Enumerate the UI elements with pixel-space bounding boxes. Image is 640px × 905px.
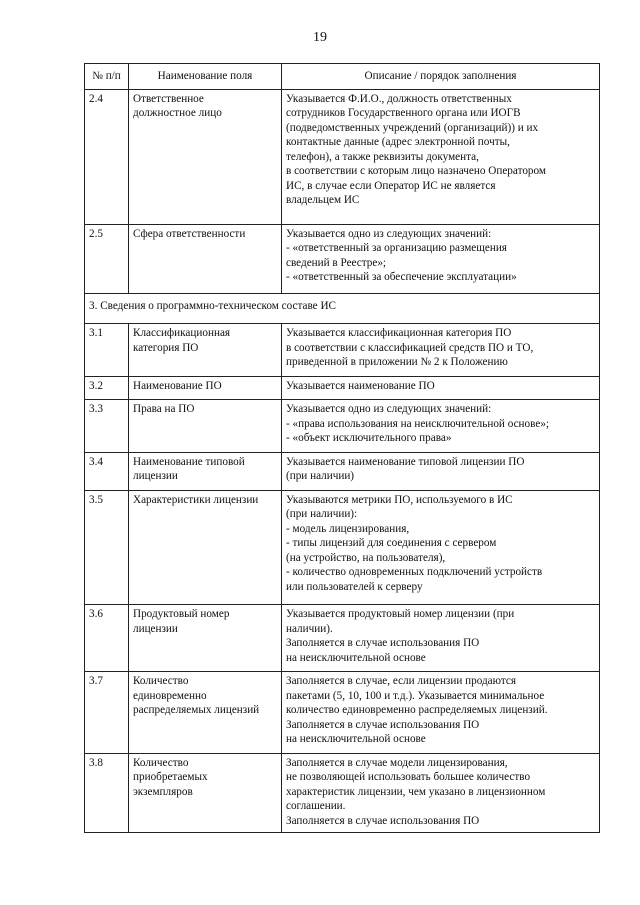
header-field-name: Наименование поля — [129, 64, 282, 90]
field-description — [282, 605, 600, 672]
description-line: соглашении. — [286, 800, 346, 812]
row-number: 2.4 — [85, 89, 129, 224]
field-name-line: Наименование типовой — [133, 455, 245, 468]
field-name-line: должностное лицо — [133, 107, 222, 119]
description-line: не позволяющей использовать большее количество — [286, 771, 531, 783]
description-line: в соответствии с которым лицо назначено Оператором — [286, 165, 546, 177]
field-description — [282, 324, 600, 377]
description-line: сведений в Реестре»; — [286, 256, 387, 269]
field-name — [129, 89, 282, 224]
description-line: Указывается классификационная категория ПО — [286, 327, 512, 339]
field-name — [129, 490, 282, 605]
field-description — [282, 376, 600, 400]
field-description — [282, 89, 600, 224]
description-line: пакетами (5, 10, 100 и т.д.). Указывается минимальное — [286, 689, 545, 702]
field-name-line: Права на ПО — [133, 403, 195, 415]
description-line: Указывается Ф.И.О., должность ответственных — [286, 92, 512, 105]
description-line: (подведомственных учреждений (организаций)) и их — [286, 121, 539, 134]
description-line: контактные данные (адрес электронной почты, — [286, 136, 510, 148]
row-number: 3.3 — [85, 400, 129, 453]
field-description — [282, 400, 600, 453]
row-number: 3.8 — [85, 753, 129, 833]
header-row — [85, 64, 600, 90]
description-line: - «права использования на неисключительной основе»; — [286, 417, 550, 430]
description-line: Указываются метрики ПО, используемого в ИС — [286, 493, 513, 506]
description-line: - «ответственный за организацию размещения — [286, 242, 507, 254]
description-line: Заполняется в случае, если лицензии продаются — [286, 675, 516, 687]
field-name-line: Сфера ответственности — [133, 227, 246, 240]
header-description: Описание / порядок заполнения — [282, 64, 600, 90]
description-line: Заполняется в случае использования ПО — [286, 637, 480, 649]
field-description — [282, 753, 600, 833]
field-name-line: Классификационная — [133, 327, 231, 339]
field-name — [129, 753, 282, 833]
table-row — [85, 324, 600, 377]
field-name — [129, 400, 282, 453]
field-name-line: экземпляров — [133, 785, 193, 798]
table-row — [85, 452, 600, 490]
page-number: 19 — [313, 30, 327, 45]
field-name-line: Ответственное — [133, 92, 204, 105]
description-line: Указывается продуктовый номер лицензии (при — [286, 608, 515, 620]
table-row — [85, 605, 600, 672]
description-line: или пользователей к серверу — [286, 580, 423, 593]
row-number: 3.5 — [85, 490, 129, 605]
description-line: - количество одновременных подключений устройств — [286, 566, 543, 578]
field-name — [129, 376, 282, 400]
row-number: 3.7 — [85, 672, 129, 754]
header-number: № п/п — [85, 64, 129, 90]
description-line: Заполняется в случае использования ПО — [286, 814, 480, 827]
field-description — [282, 452, 600, 490]
description-line: на неисключительной основе — [286, 651, 426, 664]
table-row — [85, 753, 600, 833]
description-line: (при наличии): — [286, 508, 358, 520]
description-line: Заполняется в случае использования ПО — [286, 718, 480, 731]
section-heading: 3. Сведения о программно-техническом составе ИС — [85, 293, 600, 324]
field-name-line: лицензии — [133, 470, 178, 482]
table-body — [85, 89, 600, 833]
description-line: приведенной в приложении № 2 к Положению — [286, 356, 508, 368]
field-description — [282, 224, 600, 293]
section-row — [85, 293, 600, 324]
field-description — [282, 490, 600, 605]
row-number: 2.5 — [85, 224, 129, 293]
field-name — [129, 224, 282, 293]
description-line: - «ответственный за обеспечение эксплуатации» — [286, 271, 517, 283]
field-name-line: Количество — [133, 756, 189, 769]
table-row — [85, 672, 600, 754]
description-line: - «объект исключительного права» — [286, 432, 452, 444]
row-number: 3.2 — [85, 376, 129, 400]
field-name — [129, 324, 282, 377]
field-name-line: Продуктовый номер — [133, 608, 230, 620]
field-name-line: Характеристики лицензии — [133, 493, 259, 506]
description-line: количество единовременно распределяемых лицензий. — [286, 704, 548, 716]
table-row — [85, 224, 600, 293]
field-name-line: распределяемых лицензий — [133, 704, 260, 716]
description-line: наличии). — [286, 622, 333, 635]
field-name-line: единовременно — [133, 689, 207, 702]
description-line: Указывается одно из следующих значений: — [286, 227, 492, 240]
table-row — [85, 376, 600, 400]
description-line: в соответствии с классификацией средств ПО и ТО, — [286, 341, 534, 354]
description-line: ИС, в случае если Оператор ИС не является — [286, 179, 496, 192]
description-line: - типы лицензий для соединения с сервером — [286, 537, 497, 549]
field-name-line: приобретаемых — [133, 771, 208, 783]
field-name-line: Количество — [133, 675, 189, 687]
row-number: 3.4 — [85, 452, 129, 490]
table-header — [85, 64, 600, 90]
description-line: владельцем ИС — [286, 194, 360, 206]
description-line: - модель лицензирования, — [286, 522, 410, 535]
field-name — [129, 452, 282, 490]
description-line: характеристик лицензии, чем указано в лицензионном — [286, 785, 546, 798]
row-number: 3.6 — [85, 605, 129, 672]
description-line: Указывается одно из следующих значений: — [286, 403, 492, 415]
field-name — [129, 605, 282, 672]
row-number: 3.1 — [85, 324, 129, 377]
description-line: Указывается наименование ПО — [286, 379, 435, 392]
fields-table — [84, 63, 600, 833]
description-line: на неисключительной основе — [286, 733, 426, 745]
field-name-line: Наименование ПО — [133, 379, 222, 392]
description-line: телефон), а также реквизиты документа, — [286, 150, 479, 163]
description-line: (при наличии) — [286, 470, 355, 482]
table-row — [85, 490, 600, 605]
description-line: Указывается наименование типовой лицензии ПО — [286, 455, 525, 468]
field-name — [129, 672, 282, 754]
table-row — [85, 89, 600, 224]
field-description — [282, 672, 600, 754]
field-name-line: лицензии — [133, 622, 178, 635]
table-row — [85, 400, 600, 453]
description-line: (на устройство, на пользователя), — [286, 551, 446, 564]
field-name-line: категория ПО — [133, 341, 199, 354]
description-line: Заполняется в случае модели лицензирования, — [286, 756, 508, 769]
description-line: сотрудников Государственного органа или ИОГВ — [286, 107, 521, 119]
